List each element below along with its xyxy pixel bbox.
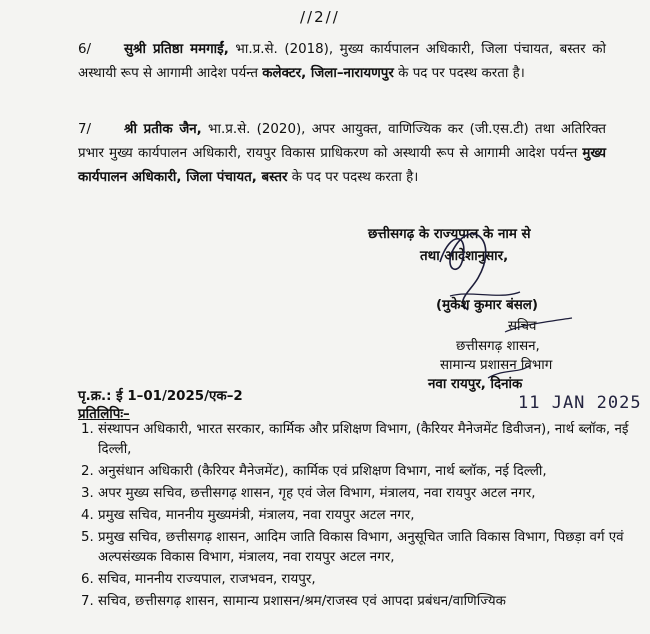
para-text-end: के पद पर पदस्थ करता है। [287, 170, 419, 185]
department-name: सामान्य प्रशासन विभाग [440, 358, 553, 373]
order-line-2: तथा आदेशानुसार, [420, 249, 509, 264]
list-item: 1. संस्थापन अधिकारी, भारत सरकार, कार्मिक और प्रशिक्षण विभाग, (कैरियर मैनेजमेंट डिवीजन), नार्थ ब्लॉक, नई दिल्ली, [98, 420, 638, 460]
copy-heading: प्रतिलिपिः– [78, 407, 130, 422]
para-text-end: के पद पर पदस्थ करता है। [393, 66, 525, 81]
officer-name: सुश्री प्रतिष्ठा ममगाईं, [124, 42, 229, 57]
date-stamp: 11 JAN 2025 [518, 393, 642, 413]
endorsement-number: पृ.क्र.: ई 1–01/2025/एक–2 [78, 389, 243, 404]
government-name: छत्तीसगढ़ शासन, [456, 339, 540, 354]
posting: कलेक्टर, जिला–नारायणपुर [262, 66, 394, 81]
place-date-label: नवा रायपुर, दिनांक [428, 377, 523, 392]
list-item: 7. सचिव, छत्तीसगढ़ शासन, सामान्य प्रशासन/श्रम/राजस्व एवं आपदा प्रबंधन/वाणिज्यिक [98, 592, 638, 612]
para-number: 6/ [78, 42, 92, 57]
signatory-designation: सचिव [508, 319, 537, 334]
signatory-name: (मुकेश कुमार बंसल) [436, 298, 538, 313]
list-item: 2. अनुसंधान अधिकारी (कैरियर मैनेजमेंट), कार्मिक एवं प्रशिक्षण विभाग, नार्थ ब्लॉक, नई दिल्ली, [98, 462, 638, 482]
officer-name: श्री प्रतीक जैन, [124, 122, 202, 137]
para-number: 7/ [78, 122, 92, 137]
governor-order-line: छत्तीसगढ़ के राज्यपाल के नाम से [368, 227, 531, 242]
list-item: 5. प्रमुख सचिव, छत्तीसगढ़ शासन, आदिम जाति विकास विभाग, अनुसूचित जाति विकास विभाग, पिछड़ा वर्ग एवं अल्पसंख्यक विकास विभाग, मंत्रालय, नवा रायपुर अटल नगर, [98, 528, 638, 568]
para-text: भा.प्र.से. (2020), अपर आयुक्त, वाणिज्यिक कर (जी.एस.टी) तथा अतिरिक्त प्रभार मुख्य कार्यपालन अधिकारी, रायपुर विकास प्राधिकरण को अस्थायी रूप से आगामी आदेश पर्यन्त [78, 122, 607, 161]
posting: मुख्य कार्यपालन अधिकारी, जिला पंचायत, बस्तर [78, 146, 606, 185]
list-item: 3. अपर मुख्य सचिव, छत्तीसगढ़ शासन, गृह एवं जेल विभाग, मंत्रालय, नवा रायपुर अटल नगर, [98, 484, 638, 504]
list-item: 4. प्रमुख सचिव, माननीय मुख्यमंत्री, मंत्रालय, नवा रायपुर अटल नगर, [98, 506, 638, 526]
page-number: //2// [300, 8, 340, 26]
list-item: 6. सचिव, माननीय राज्यपाल, राजभवन, रायपुर, [98, 570, 638, 590]
copy-list [78, 420, 638, 614]
para-text: भा.प्र.से. (2018), मुख्य कार्यपालन अधिकारी, जिला पंचायत, बस्तर को अस्थायी रूप से आगामी आदेश पर्यन्त [78, 42, 606, 81]
